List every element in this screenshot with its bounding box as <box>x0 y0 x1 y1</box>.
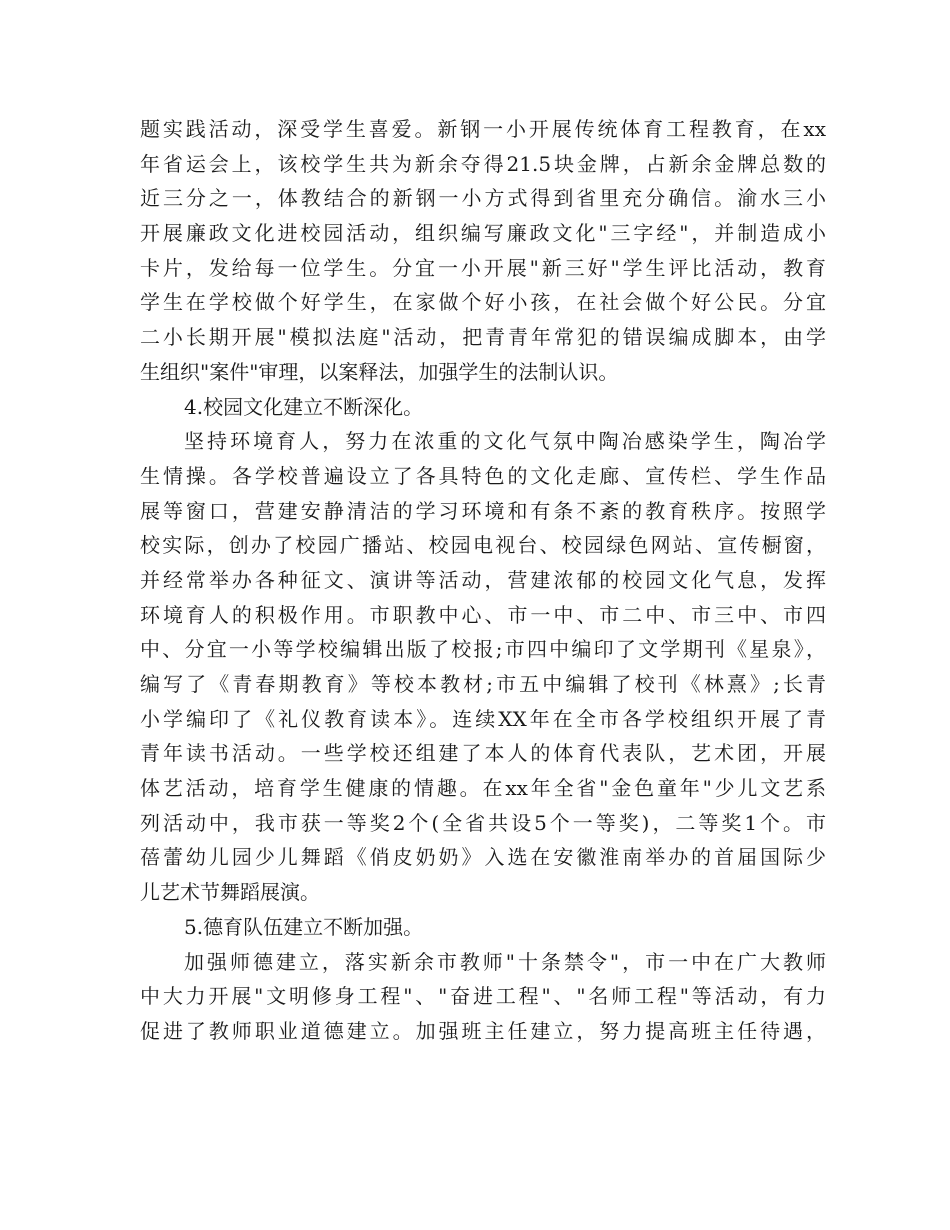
text-line: 中大力开展"文明修身工程"、"奋进工程"、"名师工程"等活动，有力 <box>140 984 826 1009</box>
text-line: 二小长期开展"模拟法庭"活动，把青青年常犯的错误编成脚本，由学 <box>140 325 826 350</box>
text-line: 小学编印了《礼仪教育读本》。连续XX年在全市各学校组织开展了青 <box>140 706 826 731</box>
text-line: 5.德育队伍建立不断加强。 <box>184 914 424 939</box>
text-line: 生组织"案件"审理，以案释法，加强学生的法制认识。 <box>140 359 619 384</box>
text-line: 促进了教师职业道德建立。加强班主任建立，努力提高班主任待遇， <box>140 1018 826 1043</box>
text-line: 题实践活动，深受学生喜爱。新钢一小开展传统体育工程教育，在xx <box>140 117 826 141</box>
text-line: 儿艺术节舞蹈展演。 <box>140 880 320 905</box>
text-line: 编写了《青春期教育》等校本教材;市五中编辑了校刊《林熹》;长青 <box>140 672 826 696</box>
text-line: 年省运会上，该校学生共为新余夺得21.5块金牌，占新余金牌总数的 <box>140 151 826 176</box>
text-line: 4.校园文化建立不断深化。 <box>184 394 424 419</box>
text-line: 列活动中，我市获一等奖2个(全省共设5个一等奖)，二等奖1个。市 <box>140 810 826 835</box>
text-line: 开展廉政文化进校园活动，组织编写廉政文化"三字经"，并制造成小 <box>140 221 826 246</box>
text-line: 近三分之一，体教结合的新钢一小方式得到省里充分确信。渝水三小 <box>140 186 826 211</box>
text-line: 加强师德建立，落实新余市教师"十条禁令"，市一中在广大教师 <box>184 949 826 974</box>
document-body <box>140 112 826 1049</box>
text-line: 校实际，创办了校园广播站、校园电视台、校园绿色网站、宣传橱窗， <box>140 533 826 558</box>
text-line: 卡片，发给每一位学生。分宜一小开展"新三好"学生评比活动，教育 <box>140 255 826 280</box>
text-line: 生情操。各学校普遍设立了各具特色的文化走廊、宣传栏、学生作品 <box>140 463 826 488</box>
text-line: 体艺活动，培育学生健康的情趣。在xx年全省"金色童年"少儿文艺系 <box>140 776 826 801</box>
text-line: 蓓蕾幼儿园少儿舞蹈《俏皮奶奶》入选在安徽淮南举办的首届国际少 <box>140 845 826 870</box>
text-line: 坚持环境育人，努力在浓重的文化气氛中陶冶感染学生，陶冶学 <box>184 429 826 454</box>
text-line: 青年读书活动。一些学校还组建了本人的体育代表队，艺术团，开展 <box>140 741 826 766</box>
text-line: 环境育人的积极作用。市职教中心、市一中、市二中、市三中、市四 <box>140 602 826 627</box>
text-line: 中、分宜一小等学校编辑出版了校报;市四中编印了文学期刊《星泉》， <box>140 637 826 662</box>
text-line: 学生在学校做个好学生，在家做个好小孩，在社会做个好公民。分宜 <box>140 290 826 315</box>
text-line: 并经常举办各种征文、演讲等活动，营建浓郁的校园文化气息，发挥 <box>140 567 826 592</box>
text-line: 展等窗口，营建安静清洁的学习环境和有条不紊的教育秩序。按照学 <box>140 498 826 523</box>
